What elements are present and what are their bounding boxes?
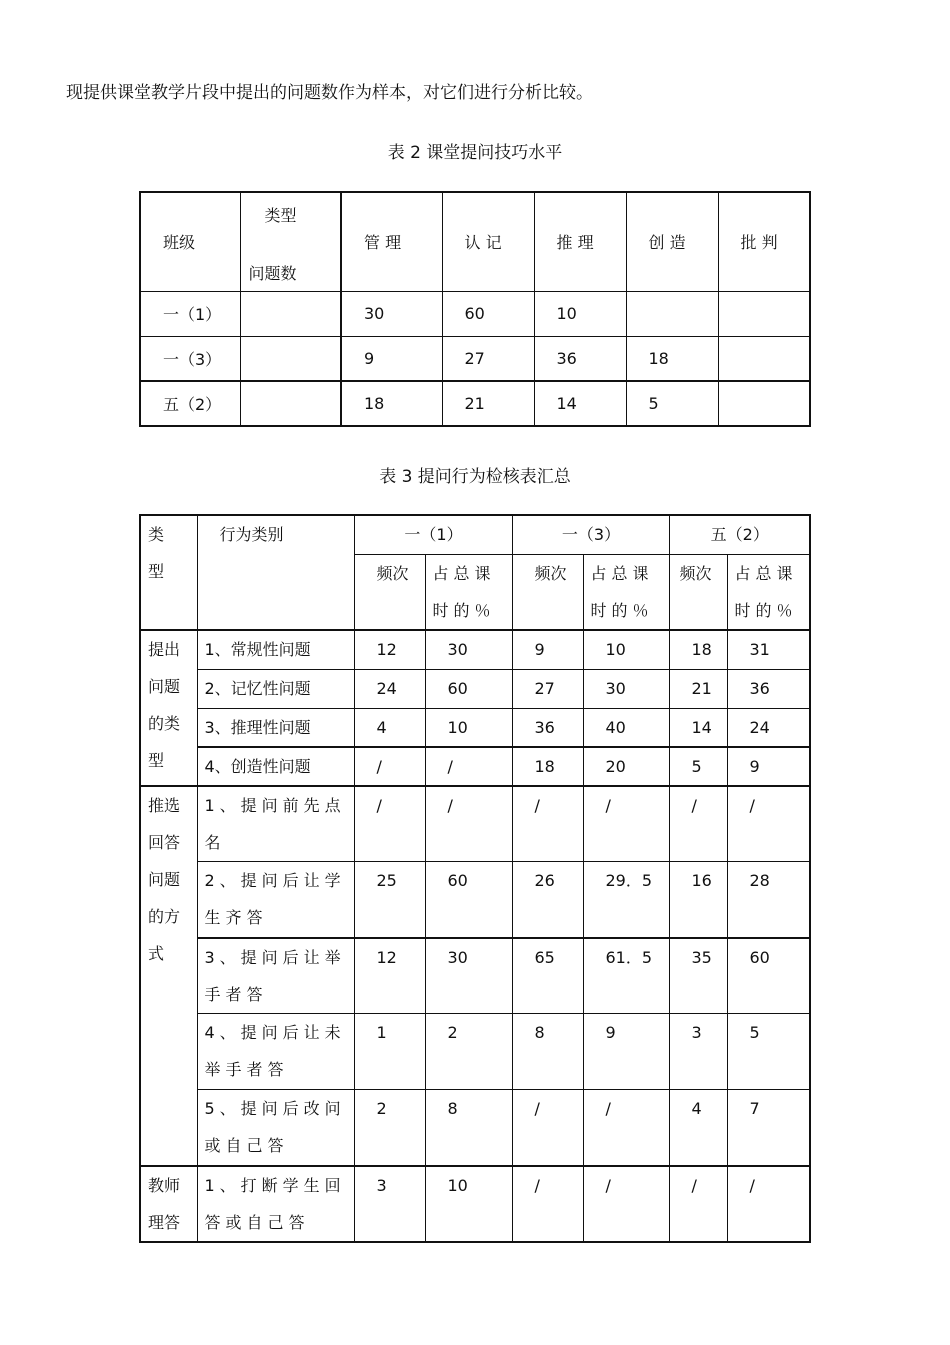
header-cell: 批 判 — [718, 192, 810, 291]
class-header-cell: 一（3） — [512, 515, 669, 554]
table3-behavior-summary — [139, 514, 811, 1243]
group-label: 提出问题的类型 — [140, 630, 197, 786]
table2-question-skill — [139, 191, 811, 427]
table-row: 3、推理性问题 4 10 36 40 14 24 — [140, 708, 810, 747]
freq-header: 频次 — [669, 554, 727, 630]
pct-header: 占总课时的％ — [425, 554, 512, 630]
table-row: 一（3） 9 27 36 18 — [140, 336, 810, 381]
table-row: 推选回答问题的方式 1、提问前先点名 / / / / / / — [140, 786, 810, 862]
header-cell: 认 记 — [442, 192, 534, 291]
group-label: 推选回答问题的方式 — [140, 786, 197, 1166]
behavior-header-cell: 行为类别 — [197, 515, 354, 630]
freq-header: 频次 — [512, 554, 583, 630]
table-row: 4、创造性问题 / / 18 20 5 9 — [140, 747, 810, 786]
group-label: 教师理答 — [140, 1166, 197, 1242]
type-header-cell: 类型 — [140, 515, 197, 630]
table2-caption: 表 2 课堂提问技巧水平 — [387, 143, 563, 163]
pct-header: 占总课时的％ — [583, 554, 669, 630]
table3-caption: 表 3 提问行为检核表汇总 — [379, 467, 571, 487]
header-cell: 创 造 — [626, 192, 718, 291]
table-row: 教师理答 1、打断学生回答或自己答 3 10 / / / / — [140, 1166, 810, 1242]
table-row: 五（2） 18 21 14 5 — [140, 381, 810, 426]
table-row: 4、提问后让未举手者答 1 2 8 9 3 5 — [140, 1014, 810, 1090]
table-row: 2、提问后让学生齐答 25 60 26 29．5 16 28 — [140, 862, 810, 938]
pct-header: 占总课时的％ — [727, 554, 810, 630]
freq-header: 频次 — [354, 554, 425, 630]
class-header-cell: 一（1） — [354, 515, 512, 554]
table-row: 提出问题的类型 1、常规性问题 12 30 9 10 18 31 — [140, 630, 810, 669]
intro-paragraph: 现提供课堂教学片段中提出的问题数作为样本，对它们进行分析比较。 — [66, 83, 593, 103]
header-cell: 推 理 — [534, 192, 626, 291]
diagonal-header-cell: 类型 问题数 — [240, 192, 341, 291]
table-row: 一（1） 30 60 10 — [140, 291, 810, 336]
header-cell: 管 理 — [341, 192, 442, 291]
class-header-cell: 班级 — [140, 192, 240, 291]
class-header-cell: 五（2） — [669, 515, 810, 554]
table-row: 2、记忆性问题 24 60 27 30 21 36 — [140, 669, 810, 708]
table-row: 5、提问后改问或自己答 2 8 / / 4 7 — [140, 1090, 810, 1166]
table-row: 3、提问后让举手者答 12 30 65 61．5 35 60 — [140, 938, 810, 1014]
